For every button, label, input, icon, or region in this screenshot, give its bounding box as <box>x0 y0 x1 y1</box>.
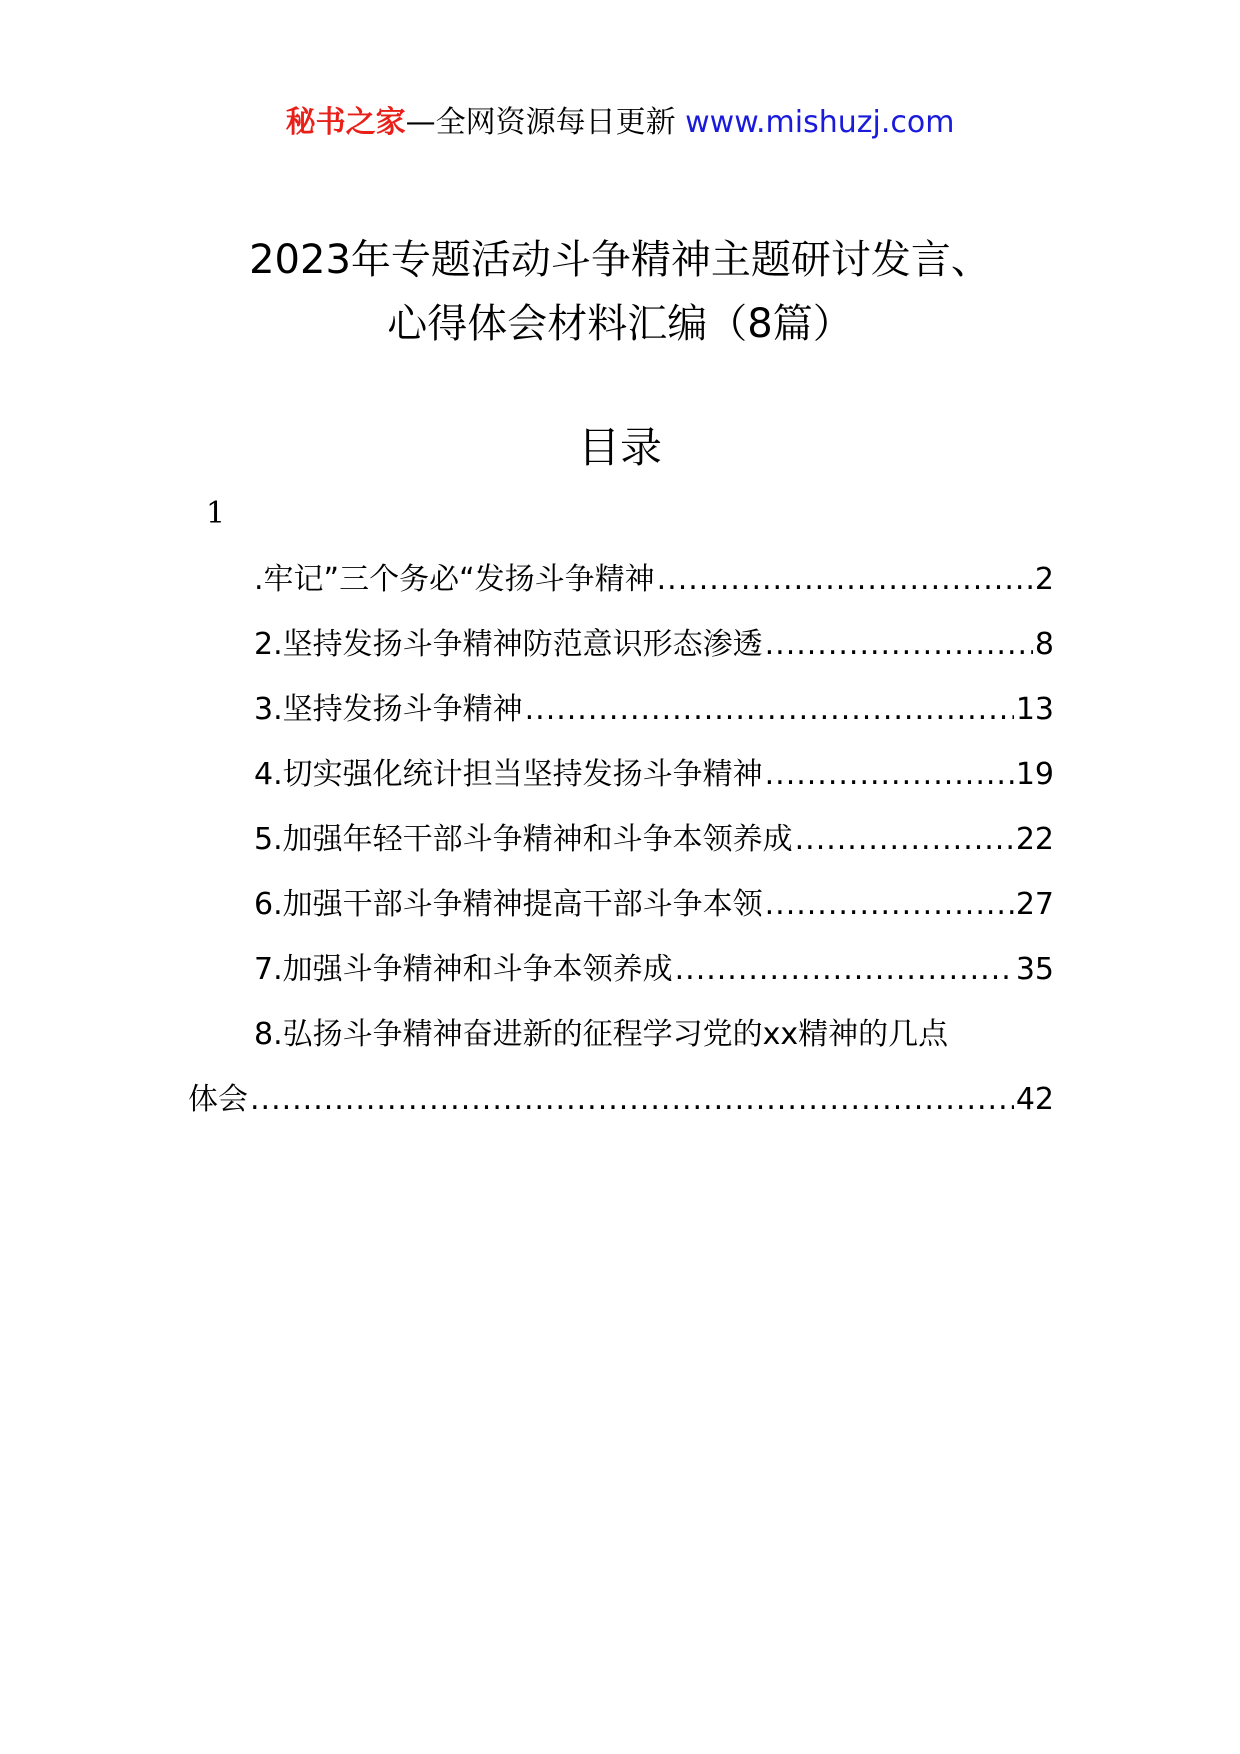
toc-entry[interactable] <box>188 625 1054 690</box>
toc-entry-page: 19 <box>1015 757 1054 792</box>
toc-entry[interactable] <box>188 755 1054 820</box>
toc-dot-leader <box>675 950 1014 990</box>
toc-entry-page: 2 <box>1034 562 1054 597</box>
toc-entry-label-line-2: 体会 <box>188 1082 248 1117</box>
toc-entry-page: 22 <box>1015 822 1054 857</box>
brand-name: 秘书之家 <box>285 105 406 140</box>
toc-heading: 目录 <box>577 423 662 472</box>
toc-dot-leader <box>525 690 1014 730</box>
toc-entry-second-line <box>188 1080 1054 1145</box>
site-url-link[interactable]: www.mishuzj.com <box>685 105 955 140</box>
toc-entry-page: 42 <box>1015 1082 1054 1117</box>
toc-entry-page: 27 <box>1015 887 1054 922</box>
toc-entry-label: 7.加强斗争精神和斗争本领养成 <box>254 952 673 987</box>
header-slogan: —全网资源每日更新 <box>405 105 686 140</box>
toc-entry-label: 6.加强干部斗争精神提高干部斗争本领 <box>254 887 763 922</box>
toc-entry-label: .牢记”三个务必“发扬斗争精神 <box>254 562 655 597</box>
toc-entry-label: 2.坚持发扬斗争精神防范意识形态渗透 <box>254 627 763 662</box>
toc-entry-page: 8 <box>1034 627 1054 662</box>
toc-dot-leader <box>765 755 1014 795</box>
toc-entry-wrapped[interactable] <box>188 1015 1054 1145</box>
title-line-1: 2023年专题活动斗争精神主题研讨发言、 <box>249 237 991 283</box>
toc-entry-label: 3.坚持发扬斗争精神 <box>254 692 523 727</box>
toc-entry-page: 13 <box>1015 692 1054 727</box>
toc-dot-leader <box>795 820 1014 860</box>
toc-dot-leader <box>765 625 1033 665</box>
toc-entry[interactable] <box>188 560 1054 625</box>
toc-entry-label: 4.切实强化统计担当坚持发扬斗争精神 <box>254 757 763 792</box>
title-line-2: 心得体会材料汇编（8篇） <box>387 301 853 347</box>
toc-entry-label: 5.加强年轻干部斗争精神和斗争本领养成 <box>254 822 793 857</box>
toc-entry[interactable] <box>188 690 1054 755</box>
toc-stray-number: 1 <box>206 496 226 531</box>
table-of-contents <box>188 560 1054 1145</box>
toc-entry[interactable] <box>188 950 1054 1015</box>
site-header <box>0 103 1240 143</box>
toc-entry[interactable] <box>188 820 1054 885</box>
toc-dot-leader <box>657 560 1033 600</box>
toc-entry[interactable] <box>188 885 1054 950</box>
toc-dot-leader <box>250 1080 1014 1120</box>
toc-entry-label-line-1: 8.弘扬斗争精神奋进新的征程学习党的xx精神的几点 <box>254 1017 949 1052</box>
toc-entry-page: 35 <box>1015 952 1054 987</box>
document-title <box>0 228 1240 356</box>
toc-dot-leader <box>765 885 1014 925</box>
